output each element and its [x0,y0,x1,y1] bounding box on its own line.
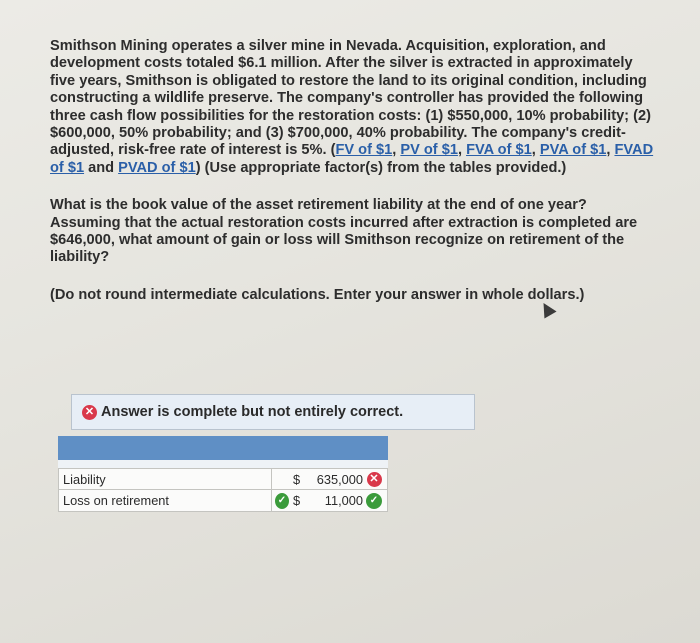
link-pvad-of-1[interactable]: PVAD of $1 [118,159,196,176]
link-separator: , [606,142,615,159]
table-header [58,436,388,460]
currency-symbol: $ [293,471,301,487]
link-fvad-of-1[interactable]: FVAD of $1 [50,142,654,176]
row-mark-left [275,493,289,509]
link-pva-of-1[interactable]: PVA of $1 [539,142,607,159]
rounding-instruction: (Do not round intermediate calculations. Enter your answer in whole dollars.) [50,286,585,303]
row-mark-right [365,493,383,509]
link-separator: , [531,142,540,159]
correct-check-icon: ✓ [275,493,289,509]
cell-divider [271,469,272,489]
problem-instruction-tail: ) (Use appropriate factor(s) from the tables provided.) [195,159,567,176]
link-pv-of-1[interactable]: PV of $1 [400,142,458,159]
problem-text [50,38,660,304]
liability-answer-input[interactable]: 635,000 [316,471,363,487]
x-icon: ✕ [82,405,97,420]
cell-divider [271,490,272,511]
answer-status-text: Answer is complete but not entirely correct. [101,404,404,420]
answer-table [58,436,388,512]
link-separator: , [457,142,467,159]
row-label: Loss on retirement [63,493,169,508]
question-text: What is the book value of the asset retirement liability at the end of one year? Assuming that the actual restoration costs incurred after extraction is completed are $646,000, what amount of gain or loss will Smithson recognize on retirement of the liability? [50,197,638,266]
link-separator: and [84,159,119,176]
correct-check-icon: ✓ [366,493,382,509]
loss-answer-input[interactable]: 11,000 [324,493,363,508]
incorrect-x-icon: ✕ [367,472,382,487]
table-row-liability [58,468,388,490]
answer-status-banner [71,394,475,430]
table-row-loss-on-retirement [58,490,388,512]
row-label: Liability [63,471,106,487]
link-fva-of-1[interactable]: FVA of $1 [466,142,532,159]
link-fv-of-1[interactable]: FV of $1 [335,142,393,159]
table-spacer [58,460,388,468]
problem-paragraph [50,38,660,177]
row-mark-right [365,472,383,487]
link-separator: , [392,142,401,159]
problem-body: Smithson Mining operates a silver mine in Nevada. Acquisition, exploration, and development costs totaled $6.1 million. After the silver is extracted in approximately five years, Smithson is obligated to restore the land to its original condition, including constructing a wildlife preserve. The company's controller has provided the following three cash flow possibilities for the restoration costs: (1) $550,000, 10% probability; (2) $600,000, 50% probability; and (3) $700,000, 40% probability. The company's credit-adjusted, risk-free rate of interest is 5%. ( [50,38,651,159]
currency-symbol: $ [293,493,301,508]
